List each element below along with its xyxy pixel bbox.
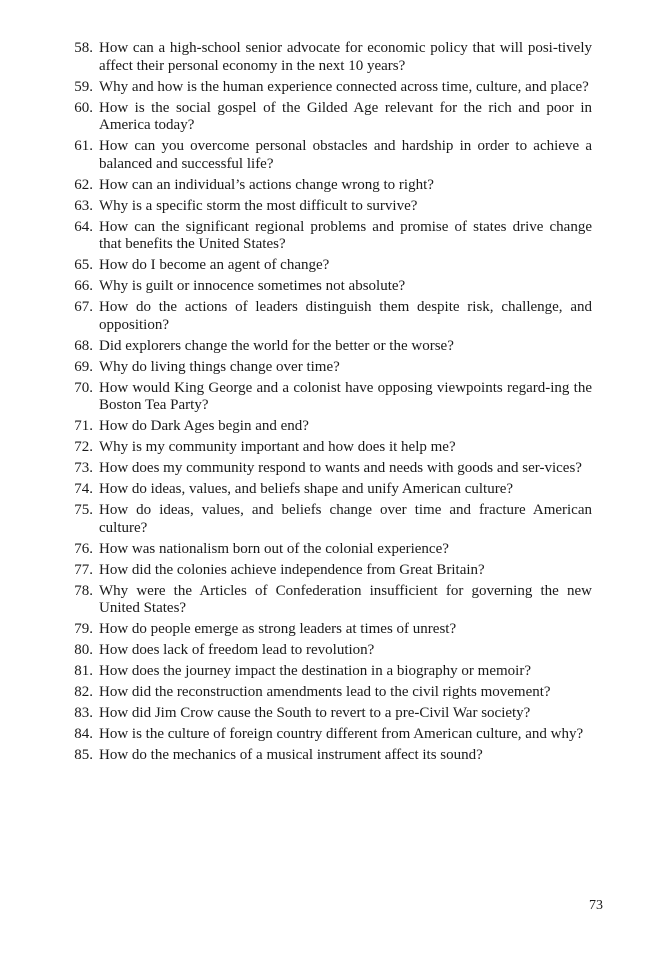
question-item <box>62 541 592 559</box>
question-number: 64. <box>74 218 93 235</box>
question-item <box>62 418 592 436</box>
question-text: How does lack of freedom lead to revolution? <box>99 642 375 659</box>
question-item <box>62 138 592 173</box>
question-number: 68. <box>74 337 93 354</box>
question-item <box>62 460 592 478</box>
question-item <box>62 747 592 765</box>
question-text: How is the social gospel of the Gilded Age relevant for the rich and poor in America today? <box>99 99 592 134</box>
question-item <box>62 299 592 334</box>
question-number: 75. <box>74 502 93 519</box>
question-number: 84. <box>74 726 93 743</box>
question-item <box>62 177 592 195</box>
question-number: 61. <box>74 138 93 155</box>
question-item <box>62 359 592 377</box>
question-text: How do ideas, values, and beliefs change over time and fracture American culture? <box>99 502 592 536</box>
question-text: Why is my community important and how does it help me? <box>99 439 456 456</box>
question-number: 74. <box>74 481 93 498</box>
question-text: How do people emerge as strong leaders at times of unrest? <box>99 621 457 638</box>
question-text: How can you overcome personal obstacles and hardship in order to achieve a balanced and successful life? <box>99 138 592 172</box>
question-item <box>62 219 592 254</box>
question-item <box>62 439 592 457</box>
question-text: How is the culture of foreign country different from American culture, and why? <box>99 726 584 743</box>
question-number: 72. <box>74 439 93 456</box>
question-item <box>62 100 592 135</box>
question-text: How does my community respond to wants and needs with goods and ser-vices? <box>99 460 582 477</box>
question-number: 76. <box>74 540 93 557</box>
question-text: How was nationalism born out of the colonial experience? <box>99 540 449 557</box>
question-number: 58. <box>74 40 93 56</box>
question-text: How do Dark Ages begin and end? <box>99 418 309 435</box>
question-number: 70. <box>74 379 93 396</box>
question-number: 77. <box>74 561 93 578</box>
question-item <box>62 684 592 702</box>
question-text: How does the journey impact the destination in a biography or memoir? <box>99 663 531 680</box>
question-number: 67. <box>74 299 93 316</box>
question-text: How would King George and a colonist have opposing viewpoints regard-ing the Boston Tea Party? <box>99 379 592 414</box>
question-text: How did the colonies achieve independence from Great Britain? <box>99 561 485 578</box>
question-number: 63. <box>74 197 93 214</box>
question-number: 73. <box>74 460 93 477</box>
question-item <box>62 562 592 580</box>
question-item <box>62 583 592 618</box>
question-item <box>62 198 592 216</box>
question-item <box>62 726 592 744</box>
question-item <box>62 380 592 415</box>
question-text: How did the reconstruction amendments lead to the civil rights movement? <box>99 684 551 701</box>
question-number: 82. <box>74 684 93 701</box>
question-text: Why is guilt or innocence sometimes not absolute? <box>99 278 406 295</box>
question-text: How do the mechanics of a musical instrument affect its sound? <box>99 747 483 764</box>
question-item <box>62 481 592 499</box>
question-text: Why do living things change over time? <box>99 358 340 375</box>
question-text: Why is a specific storm the most difficult to survive? <box>99 197 418 214</box>
question-text: How can the significant regional problems and promise of states drive change that benefits the United States? <box>99 218 592 253</box>
question-text: How did Jim Crow cause the South to revert to a pre-Civil War society? <box>99 705 531 722</box>
question-number: 78. <box>74 582 93 599</box>
question-item <box>62 621 592 639</box>
question-number: 62. <box>74 176 93 193</box>
question-text: How can a high-school senior advocate for economic policy that will posi-tively affect their personal economy in the next 10 years? <box>99 40 592 74</box>
question-list <box>62 40 592 768</box>
question-number: 65. <box>74 257 93 274</box>
question-item <box>62 40 592 75</box>
question-item <box>62 278 592 296</box>
question-text: How do ideas, values, and beliefs shape and unify American culture? <box>99 481 514 498</box>
question-item <box>62 705 592 723</box>
question-text: Why and how is the human experience connected across time, culture, and place? <box>99 78 589 95</box>
question-text: How do I become an agent of change? <box>99 257 330 274</box>
question-text: How do the actions of leaders distinguish them despite risk, challenge, and opposition? <box>99 299 592 333</box>
question-number: 79. <box>74 621 93 638</box>
question-number: 59. <box>74 78 93 95</box>
question-number: 69. <box>74 358 93 375</box>
question-number: 60. <box>74 99 93 116</box>
question-text: Did explorers change the world for the better or the worse? <box>99 337 454 354</box>
question-text: How can an individual’s actions change wrong to right? <box>99 176 434 193</box>
question-text: Why were the Articles of Confederation insufficient for governing the new United States? <box>99 582 592 617</box>
question-item <box>62 79 592 97</box>
question-item <box>62 642 592 660</box>
question-number: 81. <box>74 663 93 680</box>
question-item <box>62 257 592 275</box>
question-item <box>62 338 592 356</box>
page-number: 73 <box>589 898 603 913</box>
question-item <box>62 663 592 681</box>
question-number: 83. <box>74 705 93 722</box>
question-number: 71. <box>74 418 93 435</box>
question-number: 66. <box>74 278 93 295</box>
question-number: 85. <box>74 747 93 764</box>
question-item <box>62 502 592 537</box>
question-number: 80. <box>74 642 93 659</box>
